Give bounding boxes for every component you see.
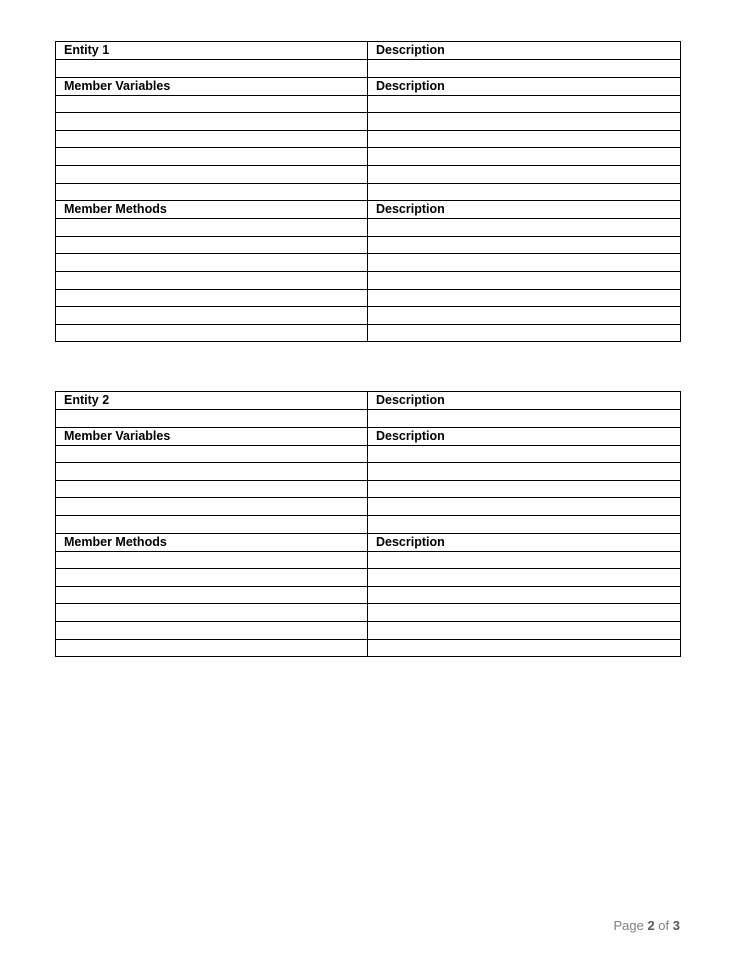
empty-name-cell[interactable]	[56, 130, 368, 148]
section-header-cell: Entity 2	[56, 392, 368, 410]
table-row	[56, 586, 681, 604]
empty-name-cell[interactable]	[56, 271, 368, 289]
empty-name-cell[interactable]	[56, 183, 368, 201]
table-row	[56, 639, 681, 657]
section-header-cell: Member Variables	[56, 77, 368, 95]
empty-name-cell[interactable]	[56, 445, 368, 463]
table-row	[56, 113, 681, 131]
empty-name-cell[interactable]	[56, 515, 368, 533]
empty-name-cell[interactable]	[56, 569, 368, 587]
empty-description-cell[interactable]	[368, 586, 681, 604]
table-row	[56, 183, 681, 201]
description-header-cell: Description	[368, 533, 681, 551]
table-row	[56, 480, 681, 498]
table-row	[56, 236, 681, 254]
empty-name-cell[interactable]	[56, 498, 368, 516]
empty-description-cell[interactable]	[368, 604, 681, 622]
empty-description-cell[interactable]	[368, 445, 681, 463]
empty-description-cell[interactable]	[368, 183, 681, 201]
empty-name-cell[interactable]	[56, 236, 368, 254]
empty-name-cell[interactable]	[56, 307, 368, 325]
current-page-number: 2	[647, 918, 655, 933]
empty-name-cell[interactable]	[56, 148, 368, 166]
empty-description-cell[interactable]	[368, 307, 681, 325]
empty-description-cell[interactable]	[368, 463, 681, 481]
empty-name-cell[interactable]	[56, 621, 368, 639]
section-header-cell: Member Methods	[56, 533, 368, 551]
section-header-row	[56, 77, 681, 95]
empty-description-cell[interactable]	[368, 569, 681, 587]
empty-description-cell[interactable]	[368, 515, 681, 533]
empty-description-cell[interactable]	[368, 236, 681, 254]
section-header-row	[56, 427, 681, 445]
table-row	[56, 307, 681, 325]
table-row	[56, 621, 681, 639]
page-word: Page	[613, 918, 644, 933]
section-header-row	[56, 392, 681, 410]
entity-1-table-body	[56, 42, 681, 342]
empty-description-cell[interactable]	[368, 148, 681, 166]
of-word: of	[658, 918, 670, 933]
table-row	[56, 165, 681, 183]
empty-name-cell[interactable]	[56, 95, 368, 113]
table-row	[56, 254, 681, 272]
empty-name-cell[interactable]	[56, 324, 368, 342]
table-row	[56, 604, 681, 622]
empty-description-cell[interactable]	[368, 410, 681, 428]
table-row	[56, 271, 681, 289]
table-row	[56, 445, 681, 463]
empty-description-cell[interactable]	[368, 498, 681, 516]
empty-description-cell[interactable]	[368, 289, 681, 307]
empty-name-cell[interactable]	[56, 586, 368, 604]
empty-name-cell[interactable]	[56, 463, 368, 481]
description-header-cell: Description	[368, 77, 681, 95]
empty-description-cell[interactable]	[368, 639, 681, 657]
empty-name-cell[interactable]	[56, 289, 368, 307]
empty-description-cell[interactable]	[368, 621, 681, 639]
empty-description-cell[interactable]	[368, 254, 681, 272]
total-pages-number: 3	[672, 918, 680, 933]
page-number-footer	[613, 918, 680, 933]
empty-name-cell[interactable]	[56, 639, 368, 657]
empty-name-cell[interactable]	[56, 254, 368, 272]
table-row	[56, 219, 681, 237]
table-row	[56, 130, 681, 148]
empty-description-cell[interactable]	[368, 271, 681, 289]
empty-name-cell[interactable]	[56, 165, 368, 183]
section-header-row	[56, 533, 681, 551]
table-row	[56, 324, 681, 342]
empty-description-cell[interactable]	[368, 60, 681, 78]
description-header-cell: Description	[368, 427, 681, 445]
section-header-row	[56, 201, 681, 219]
empty-name-cell[interactable]	[56, 604, 368, 622]
table-row	[56, 569, 681, 587]
description-header-cell: Description	[368, 42, 681, 60]
empty-description-cell[interactable]	[368, 130, 681, 148]
empty-name-cell[interactable]	[56, 410, 368, 428]
entity-1-table	[55, 41, 681, 342]
empty-description-cell[interactable]	[368, 95, 681, 113]
entity-2-table-body	[56, 392, 681, 657]
table-row	[56, 551, 681, 569]
table-row	[56, 498, 681, 516]
empty-name-cell[interactable]	[56, 551, 368, 569]
table-row	[56, 148, 681, 166]
table-row	[56, 463, 681, 481]
section-header-cell: Member Methods	[56, 201, 368, 219]
empty-name-cell[interactable]	[56, 60, 368, 78]
section-header-row	[56, 42, 681, 60]
description-header-cell: Description	[368, 201, 681, 219]
empty-name-cell[interactable]	[56, 480, 368, 498]
description-header-cell: Description	[368, 392, 681, 410]
section-header-cell: Entity 1	[56, 42, 368, 60]
empty-description-cell[interactable]	[368, 551, 681, 569]
entity-2-table	[55, 391, 681, 657]
empty-description-cell[interactable]	[368, 113, 681, 131]
table-row	[56, 289, 681, 307]
empty-name-cell[interactable]	[56, 219, 368, 237]
table-row	[56, 410, 681, 428]
empty-description-cell[interactable]	[368, 324, 681, 342]
table-row	[56, 95, 681, 113]
table-row	[56, 60, 681, 78]
empty-description-cell[interactable]	[368, 165, 681, 183]
table-row	[56, 515, 681, 533]
empty-description-cell[interactable]	[368, 219, 681, 237]
empty-name-cell[interactable]	[56, 113, 368, 131]
empty-description-cell[interactable]	[368, 480, 681, 498]
section-header-cell: Member Variables	[56, 427, 368, 445]
